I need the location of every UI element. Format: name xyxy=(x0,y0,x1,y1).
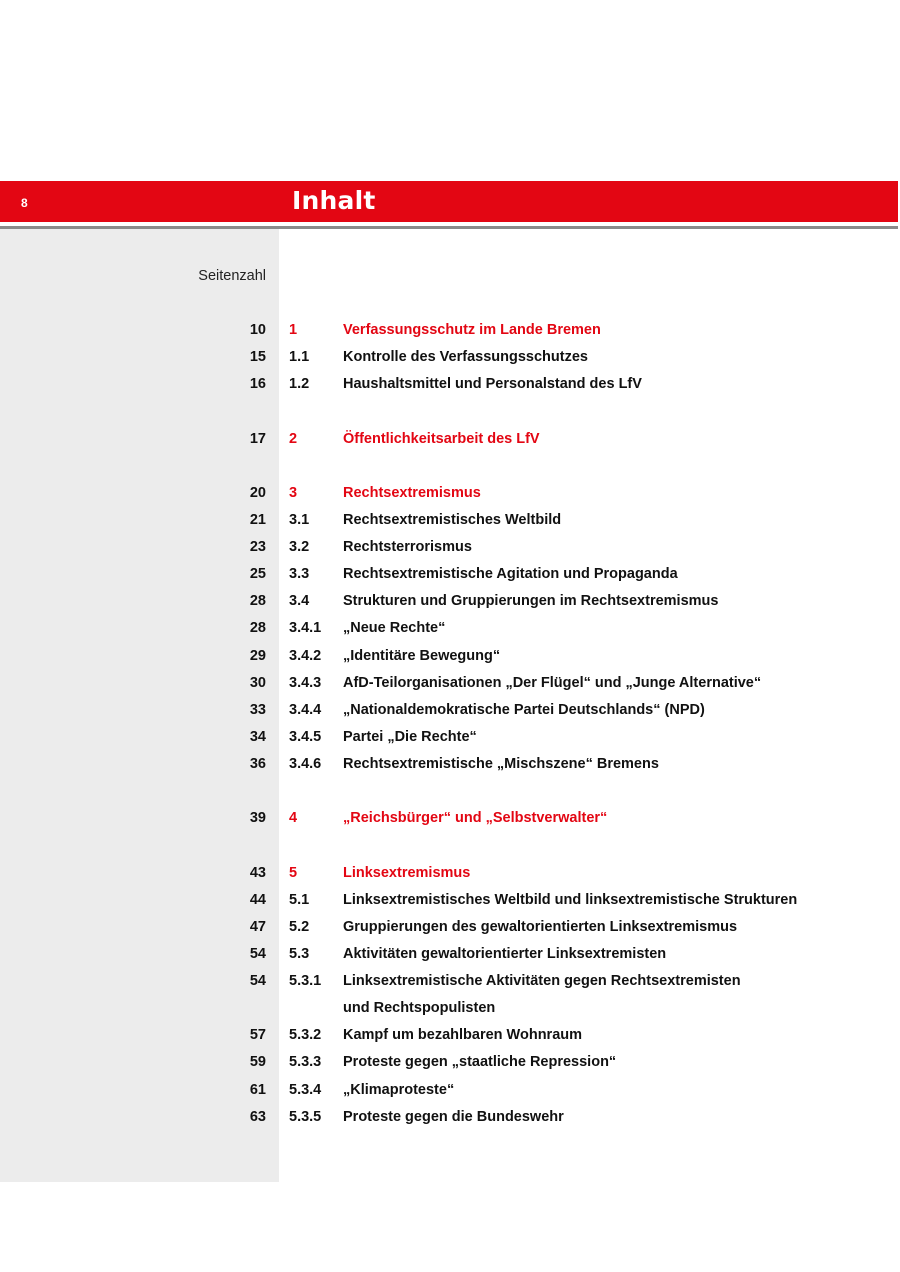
toc-page-number: 28 xyxy=(249,593,266,610)
toc-page-number: 34 xyxy=(249,728,266,745)
toc-title: Rechtsextremistische „Mischszene“ Bremens xyxy=(343,756,659,772)
toc-section-number: 5.2 xyxy=(289,918,310,935)
toc-page-number: 57 xyxy=(249,1027,266,1044)
toc-title: Kampf um bezahlbaren Wohnraum xyxy=(343,1027,583,1044)
toc-page-number: 63 xyxy=(249,1108,266,1125)
header-bar xyxy=(0,181,898,222)
toc-title: Linksextremistisches Weltbild und linksextremistische Strukturen xyxy=(343,891,798,908)
toc-section-number: 1 xyxy=(289,322,298,338)
toc-page-number: 21 xyxy=(249,511,266,528)
toc-title: Proteste gegen die Bundeswehr xyxy=(343,1108,564,1125)
toc-section-number: 3.4.4 xyxy=(289,701,322,718)
toc-section-number: 5.3.3 xyxy=(289,1054,322,1071)
toc-page-number: 30 xyxy=(249,674,266,691)
toc-entry[interactable] xyxy=(0,805,900,832)
toc-entry[interactable] xyxy=(0,751,900,778)
toc-section-number: 5.3.2 xyxy=(289,1027,322,1044)
toc-section-number: 3.3 xyxy=(289,566,310,583)
toc-page-number: 39 xyxy=(249,810,266,827)
toc-page-number: 25 xyxy=(249,566,266,583)
toc-entry[interactable] xyxy=(0,480,900,507)
toc-title: Rechtsextremistisches Weltbild xyxy=(343,511,562,528)
toc-title: Öffentlichkeitsarbeit des LfV xyxy=(343,430,540,447)
toc-entry[interactable] xyxy=(0,941,900,968)
toc-title: AfD-Teilorganisationen „Der Flügel“ und „Junge Alternative“ xyxy=(343,674,762,691)
toc-page-number: 23 xyxy=(249,539,266,555)
toc-title: Rechtsterrorismus xyxy=(343,539,472,555)
toc-page-number: 33 xyxy=(249,701,266,718)
toc-title: Linksextremismus xyxy=(343,864,471,881)
toc-entry[interactable] xyxy=(0,1077,900,1104)
toc-section-number: 5.3 xyxy=(289,945,310,962)
toc-title: „Identitäre Bewegung“ xyxy=(343,647,501,664)
toc-page-number: 15 xyxy=(249,349,266,366)
toc-page-number: 28 xyxy=(249,620,266,637)
toc-section-number: 2 xyxy=(289,430,298,447)
toc-section-number: 3.4.1 xyxy=(289,620,322,637)
toc-title: Rechtsextremistische Agitation und Propaganda xyxy=(343,566,678,583)
toc-section-number: 4 xyxy=(289,810,298,827)
toc-title: Aktivitäten gewaltorientierter Linksextremisten xyxy=(343,945,667,962)
column-label: Seitenzahl xyxy=(198,268,266,284)
toc-page-number: 54 xyxy=(249,945,266,962)
toc-section-number: 3.4.6 xyxy=(289,756,322,772)
toc-entry[interactable] xyxy=(0,344,900,371)
toc-title: „Neue Rechte“ xyxy=(343,620,446,637)
toc-page-number: 16 xyxy=(249,376,266,393)
toc-section-number: 3 xyxy=(289,484,298,501)
toc-entry[interactable] xyxy=(0,995,900,1022)
toc-title: Proteste gegen „staatliche Repression“ xyxy=(343,1054,617,1071)
toc-title: Haushaltsmittel und Personalstand des LfV xyxy=(343,376,642,393)
toc-section-number: 5.1 xyxy=(289,891,310,908)
toc-entry[interactable] xyxy=(0,371,900,398)
toc-section-number: 3.4 xyxy=(289,593,310,610)
toc-entry[interactable] xyxy=(0,561,900,588)
toc-entry[interactable] xyxy=(0,588,900,615)
spacer xyxy=(0,832,900,859)
toc-page-number: 36 xyxy=(249,756,266,772)
spacer xyxy=(0,778,900,805)
toc-title: „Klimaproteste“ xyxy=(343,1081,455,1098)
toc-entry[interactable] xyxy=(0,615,900,642)
toc-title: Kontrolle des Verfassungsschutzes xyxy=(343,349,588,366)
toc-section-number: 3.4.5 xyxy=(289,728,322,745)
toc-title: „Reichsbürger“ und „Selbstverwalter“ xyxy=(343,810,608,827)
toc-entry[interactable] xyxy=(0,860,900,887)
toc-page-number: 20 xyxy=(249,484,266,501)
toc-entry[interactable] xyxy=(0,887,900,914)
toc-page-number: 44 xyxy=(249,891,266,908)
toc-title: „Nationaldemokratische Partei Deutschlands“ (NPD) xyxy=(343,701,705,718)
toc-title: Rechtsextremismus xyxy=(343,484,481,501)
toc-page-number: 47 xyxy=(249,918,266,935)
toc-title: Gruppierungen des gewaltorientierten Linksextremismus xyxy=(343,918,738,935)
toc-section-number: 3.4.2 xyxy=(289,647,322,664)
toc-entry[interactable] xyxy=(0,426,900,453)
toc-page-number: 29 xyxy=(249,647,266,664)
toc-title: Strukturen und Gruppierungen im Rechtsextremismus xyxy=(343,593,719,610)
toc-entry[interactable] xyxy=(0,914,900,941)
toc-entry[interactable] xyxy=(0,1049,900,1076)
toc-section-number: 5.3.4 xyxy=(289,1081,322,1098)
toc-entry[interactable] xyxy=(0,968,900,995)
toc-page-number: 61 xyxy=(249,1081,266,1098)
toc-section-number: 5.3.1 xyxy=(289,973,322,989)
toc-page-number: 54 xyxy=(249,973,266,989)
toc-title: und Rechtspopulisten xyxy=(343,1000,496,1017)
page-title: Inhalt xyxy=(292,186,376,215)
toc-section-number: 3.1 xyxy=(289,511,310,528)
toc-page-number: 17 xyxy=(249,430,266,447)
toc-entry[interactable] xyxy=(0,1022,900,1049)
toc-section-number: 3.4.3 xyxy=(289,674,322,691)
spacer xyxy=(0,453,900,480)
toc-section-number: 1.2 xyxy=(289,376,310,393)
toc-entry[interactable] xyxy=(0,317,900,344)
toc-entry[interactable] xyxy=(0,1104,900,1131)
toc-page-number: 59 xyxy=(249,1054,266,1071)
toc-page-number: 10 xyxy=(249,322,266,338)
table-of-contents xyxy=(0,317,900,1131)
toc-title: Linksextremistische Aktivitäten gegen Rechtsextremisten xyxy=(343,973,741,989)
spacer xyxy=(0,398,900,425)
toc-section-number: 5 xyxy=(289,864,298,881)
toc-entry[interactable] xyxy=(0,670,900,697)
toc-entry[interactable] xyxy=(0,697,900,724)
toc-section-number: 5.3.5 xyxy=(289,1108,322,1125)
toc-section-number: 1.1 xyxy=(289,349,310,366)
toc-entry[interactable] xyxy=(0,534,900,561)
toc-entry[interactable] xyxy=(0,507,900,534)
page-number: 8 xyxy=(21,196,28,210)
toc-page-number: 43 xyxy=(249,864,266,881)
toc-section-number: 3.2 xyxy=(289,539,310,555)
toc-entry[interactable] xyxy=(0,724,900,751)
toc-entry[interactable] xyxy=(0,643,900,670)
toc-title: Partei „Die Rechte“ xyxy=(343,728,477,745)
toc-title: Verfassungsschutz im Lande Bremen xyxy=(343,322,601,338)
